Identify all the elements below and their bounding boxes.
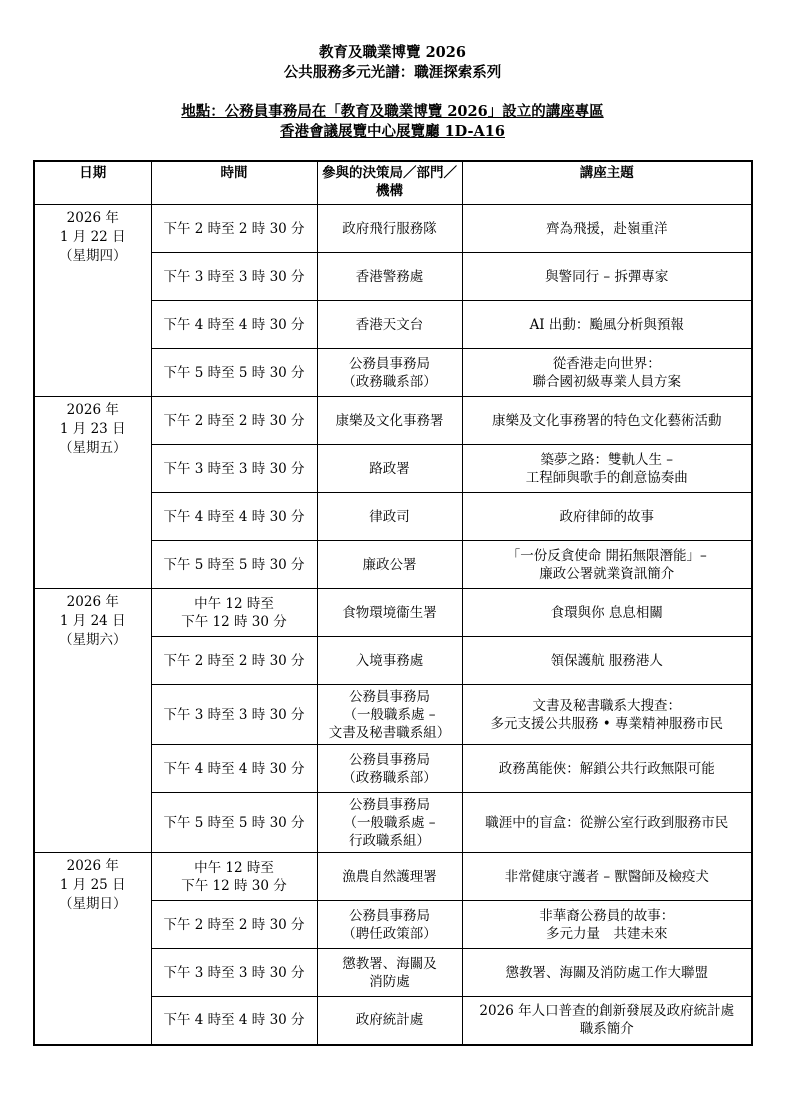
dept-line: 懲教署、海關及 bbox=[342, 955, 437, 972]
col-header-time: 時間 bbox=[151, 161, 317, 205]
time-cell bbox=[151, 793, 317, 853]
date-year: 2026 年 bbox=[66, 402, 119, 418]
topic-line: 多元支援公共服務 • 專業精神服務市民 bbox=[490, 715, 724, 732]
time-cell bbox=[151, 205, 317, 253]
topic-line: 職涯中的盲盒：從辦公室行政到服務市民 bbox=[485, 814, 729, 831]
date-year: 2026 年 bbox=[66, 594, 119, 610]
time-cell bbox=[151, 589, 317, 637]
topic-cell bbox=[462, 853, 752, 901]
topic-line: 從香港走向世界： bbox=[552, 355, 661, 372]
topic-cell bbox=[462, 301, 752, 349]
topic-cell bbox=[462, 793, 752, 853]
dept-line: （一般職系處 – bbox=[343, 706, 436, 723]
dept-line: 公務員事務局 bbox=[349, 796, 430, 813]
topic-line: 文書及秘書職系大搜查： bbox=[532, 697, 681, 714]
event-title: 教育及職業博覽 2026 bbox=[319, 44, 466, 61]
date-date: 1 月 22 日 bbox=[59, 229, 126, 245]
time-line: 下午 3 時至 3 時 30 分 bbox=[163, 268, 305, 285]
time-cell bbox=[151, 949, 317, 997]
time-cell bbox=[151, 445, 317, 493]
topic-line: 多元力量 共建未來 bbox=[546, 925, 668, 942]
dept-cell bbox=[317, 253, 462, 301]
topic-cell bbox=[462, 997, 752, 1045]
topic-line: 「一份反貪使命 開拓無限潛能」– bbox=[506, 547, 707, 564]
dept-cell bbox=[317, 745, 462, 793]
dept-line: 政府飛行服務隊 bbox=[342, 220, 437, 237]
dept-line: 路政署 bbox=[369, 460, 410, 477]
dept-line: 漁農自然護理署 bbox=[342, 868, 437, 885]
topic-line: 非常健康守護者 – 獸醫師及檢疫犬 bbox=[504, 868, 709, 885]
dept-cell bbox=[317, 853, 462, 901]
table-row bbox=[34, 589, 752, 637]
dept-cell bbox=[317, 685, 462, 745]
dept-line: 食物環境衞生署 bbox=[342, 604, 437, 621]
topic-line: AI 出動：颱風分析與預報 bbox=[529, 316, 684, 333]
date-cell bbox=[34, 853, 151, 1045]
topic-line: 齊為飛援，赴嶺重洋 bbox=[546, 220, 668, 237]
topic-cell bbox=[462, 589, 752, 637]
dept-line: 消防處 bbox=[369, 973, 410, 990]
col-header-topic: 講座主題 bbox=[462, 161, 752, 205]
time-line: 下午 3 時至 3 時 30 分 bbox=[163, 706, 305, 723]
time-cell bbox=[151, 397, 317, 445]
topic-cell bbox=[462, 445, 752, 493]
dept-line: （聘任政策部） bbox=[342, 925, 437, 942]
time-line: 下午 4 時至 4 時 30 分 bbox=[163, 508, 305, 525]
time-line: 下午 4 時至 4 時 30 分 bbox=[163, 316, 305, 333]
dept-cell bbox=[317, 445, 462, 493]
topic-line: 職系簡介 bbox=[579, 1021, 634, 1038]
topic-line: 政務萬能俠：解鎖公共行政無限可能 bbox=[498, 760, 715, 777]
time-line: 中午 12 時至 bbox=[194, 595, 274, 612]
topic-line: 工程師與歌手的創意協奏曲 bbox=[525, 469, 688, 486]
series-title: 公共服務多元光譜：職涯探索系列 bbox=[283, 64, 502, 81]
date-weekday: （星期日） bbox=[59, 896, 127, 912]
time-cell bbox=[151, 901, 317, 949]
time-cell bbox=[151, 637, 317, 685]
topic-cell bbox=[462, 637, 752, 685]
dept-line: 公務員事務局 bbox=[349, 907, 430, 924]
time-line: 下午 2 時至 2 時 30 分 bbox=[163, 220, 305, 237]
topic-line: 築夢之路：雙軌人生 – bbox=[540, 451, 674, 468]
dept-line: 公務員事務局 bbox=[349, 688, 430, 705]
dept-line: 香港警務處 bbox=[355, 268, 424, 285]
topic-line: 廉政公署就業資訊簡介 bbox=[539, 565, 675, 582]
dept-line: （一般職系處 – bbox=[343, 814, 436, 831]
dept-line: 公務員事務局 bbox=[349, 751, 430, 768]
time-line: 下午 5 時至 5 時 30 分 bbox=[163, 556, 305, 573]
time-cell bbox=[151, 301, 317, 349]
date-year: 2026 年 bbox=[66, 858, 119, 874]
time-cell bbox=[151, 541, 317, 589]
time-line: 下午 2 時至 2 時 30 分 bbox=[163, 652, 305, 669]
time-cell bbox=[151, 997, 317, 1045]
dept-line: 律政司 bbox=[369, 508, 410, 525]
dept-line: （政務職系部） bbox=[342, 769, 437, 786]
date-cell bbox=[34, 397, 151, 589]
dept-line: 行政職系組） bbox=[349, 832, 430, 849]
date-weekday: （星期五） bbox=[59, 440, 127, 456]
time-cell bbox=[151, 493, 317, 541]
table-row bbox=[34, 397, 752, 445]
topic-line: 聯合國初級專業人員方案 bbox=[532, 373, 681, 390]
dept-line: 公務員事務局 bbox=[349, 355, 430, 372]
dept-line: （政務職系部） bbox=[342, 373, 437, 390]
time-line: 下午 5 時至 5 時 30 分 bbox=[163, 364, 305, 381]
dept-line: 文書及秘書職系組） bbox=[328, 724, 451, 741]
topic-cell bbox=[462, 685, 752, 745]
topic-cell bbox=[462, 349, 752, 397]
date-cell bbox=[34, 205, 151, 397]
dept-line: 廉政公署 bbox=[362, 556, 417, 573]
time-line: 下午 4 時至 4 時 30 分 bbox=[163, 760, 305, 777]
topic-line: 康樂及文化事務署的特色文化藝術活動 bbox=[492, 412, 722, 429]
time-cell bbox=[151, 253, 317, 301]
dept-cell bbox=[317, 997, 462, 1045]
topic-cell bbox=[462, 541, 752, 589]
dept-line: 康樂及文化事務署 bbox=[335, 412, 444, 429]
dept-cell bbox=[317, 493, 462, 541]
time-line: 下午 5 時至 5 時 30 分 bbox=[163, 814, 305, 831]
time-line: 下午 12 時 30 分 bbox=[181, 613, 287, 630]
time-line: 下午 3 時至 3 時 30 分 bbox=[163, 964, 305, 981]
dept-line: 政府統計處 bbox=[355, 1012, 424, 1029]
date-year: 2026 年 bbox=[66, 210, 119, 226]
time-line: 下午 2 時至 2 時 30 分 bbox=[163, 412, 305, 429]
topic-line: 領保護航 服務港人 bbox=[550, 652, 663, 669]
date-date: 1 月 24 日 bbox=[59, 613, 126, 629]
time-line: 下午 4 時至 4 時 30 分 bbox=[163, 1012, 305, 1029]
dept-cell bbox=[317, 541, 462, 589]
time-line: 中午 12 時至 bbox=[194, 859, 274, 876]
topic-cell bbox=[462, 253, 752, 301]
date-cell bbox=[34, 589, 151, 853]
topic-cell bbox=[462, 397, 752, 445]
table-row bbox=[34, 205, 752, 253]
topic-line: 食環與你 息息相關 bbox=[550, 604, 663, 621]
topic-cell bbox=[462, 205, 752, 253]
topic-cell bbox=[462, 745, 752, 793]
time-cell bbox=[151, 853, 317, 901]
time-line: 下午 3 時至 3 時 30 分 bbox=[163, 460, 305, 477]
topic-line: 政府律師的故事 bbox=[559, 508, 654, 525]
dept-cell bbox=[317, 589, 462, 637]
date-weekday: （星期四） bbox=[59, 248, 127, 264]
topic-cell bbox=[462, 901, 752, 949]
time-cell bbox=[151, 349, 317, 397]
topic-cell bbox=[462, 949, 752, 997]
schedule-body bbox=[34, 205, 752, 1045]
col-header-dept: 參與的決策局／部門／機構 bbox=[317, 161, 462, 205]
time-line: 下午 2 時至 2 時 30 分 bbox=[163, 916, 305, 933]
table-header-row bbox=[34, 161, 752, 205]
venue-hall: 香港會議展覽中心展覽廳 1D-A16 bbox=[280, 123, 505, 140]
date-date: 1 月 23 日 bbox=[59, 421, 126, 437]
dept-cell bbox=[317, 397, 462, 445]
topic-cell bbox=[462, 493, 752, 541]
table-row bbox=[34, 853, 752, 901]
date-weekday: （星期六） bbox=[59, 632, 127, 648]
venue-line: 地點：公務員事務局在「教育及職業博覽 2026」設立的講座專區 bbox=[181, 103, 604, 120]
date-date: 1 月 25 日 bbox=[59, 877, 126, 893]
dept-cell bbox=[317, 349, 462, 397]
dept-cell bbox=[317, 205, 462, 253]
topic-line: 2026 年人口普查的創新發展及政府統計處 bbox=[479, 1003, 735, 1020]
dept-line: 入境事務處 bbox=[355, 652, 424, 669]
dept-cell bbox=[317, 637, 462, 685]
time-cell bbox=[151, 685, 317, 745]
topic-line: 與警同行 – 拆彈專家 bbox=[545, 268, 669, 285]
time-cell bbox=[151, 745, 317, 793]
dept-line: 香港天文台 bbox=[355, 316, 424, 333]
topic-line: 懲教署、海關及消防處工作大聯盟 bbox=[505, 964, 708, 981]
topic-line: 非華裔公務員的故事： bbox=[539, 907, 675, 924]
dept-cell bbox=[317, 793, 462, 853]
dept-cell bbox=[317, 301, 462, 349]
time-line: 下午 12 時 30 分 bbox=[181, 877, 287, 894]
dept-cell bbox=[317, 901, 462, 949]
schedule-table bbox=[33, 160, 753, 1046]
col-header-date: 日期 bbox=[34, 161, 151, 205]
dept-cell bbox=[317, 949, 462, 997]
